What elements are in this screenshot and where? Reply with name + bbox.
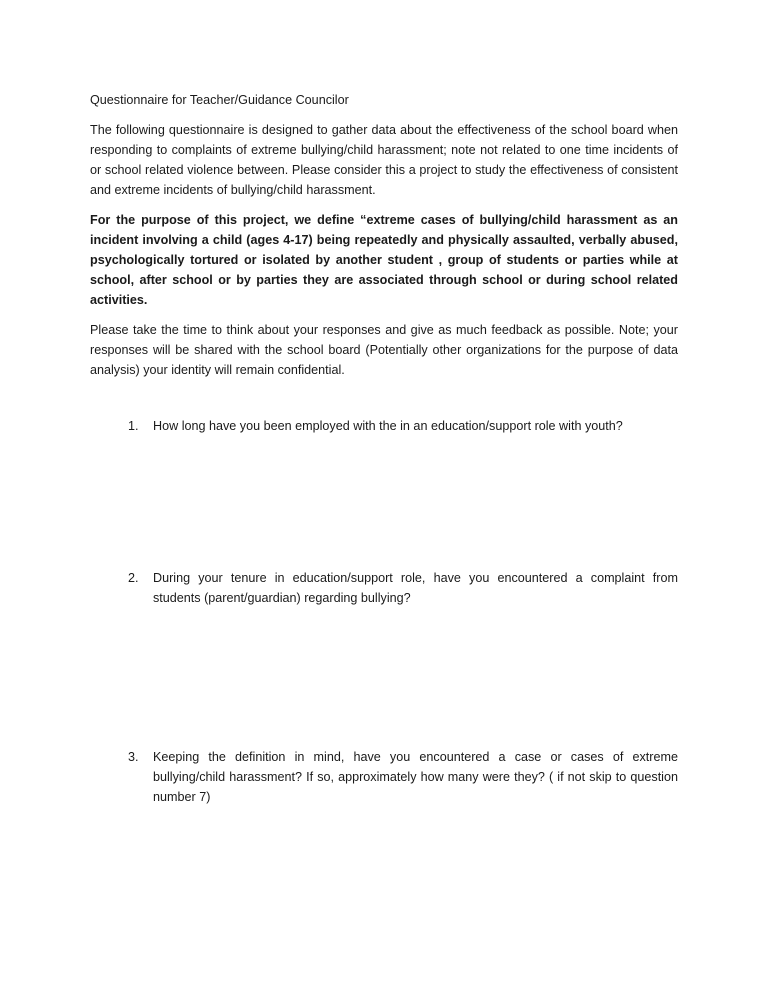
question-number: 2. (128, 571, 139, 585)
intro-paragraph: The following questionnaire is designed to gather data about the effectiveness of the school board when responding to complaints of extreme bullying/child harassment; note not related to one time incidents of or school related violence between. Please consider this a project to study the effectiveness of consistent and extreme incidents of bullying/child harassment. (90, 123, 678, 197)
question-number: 3. (128, 750, 139, 764)
question-number: 1. (128, 419, 139, 433)
document-body (90, 90, 678, 390)
definition-paragraph: For the purpose of this project, we define “extreme cases of bullying/child harassment as an incident involving a child (ages 4-17) being repeatedly and physically assaulted, verbally abused, psychologically tortured or isolated by another student , group of students or parties while at school, after school or by parties they are associated through school or during school related activities. (90, 213, 678, 307)
question-text: Keeping the definition in mind, have you encountered a case or cases of extreme bullying/child harassment? If so, approximately how many were they? ( if not skip to question number 7) (153, 750, 678, 804)
question-item-2 (128, 568, 678, 608)
question-text: How long have you been employed with the in an education/support role with youth? (153, 419, 623, 433)
question-item-3 (128, 747, 678, 807)
instructions-paragraph: Please take the time to think about your responses and give as much feedback as possible. Note; your responses will be shared with the school board (Potentially other organizations for the purpose of data analysis) your identity will remain confidential. (90, 323, 678, 377)
document-title: Questionnaire for Teacher/Guidance Councilor (90, 93, 349, 107)
question-item-1 (128, 416, 678, 436)
question-text: During your tenure in education/support role, have you encountered a complaint from students (parent/guardian) regarding bullying? (153, 571, 678, 605)
